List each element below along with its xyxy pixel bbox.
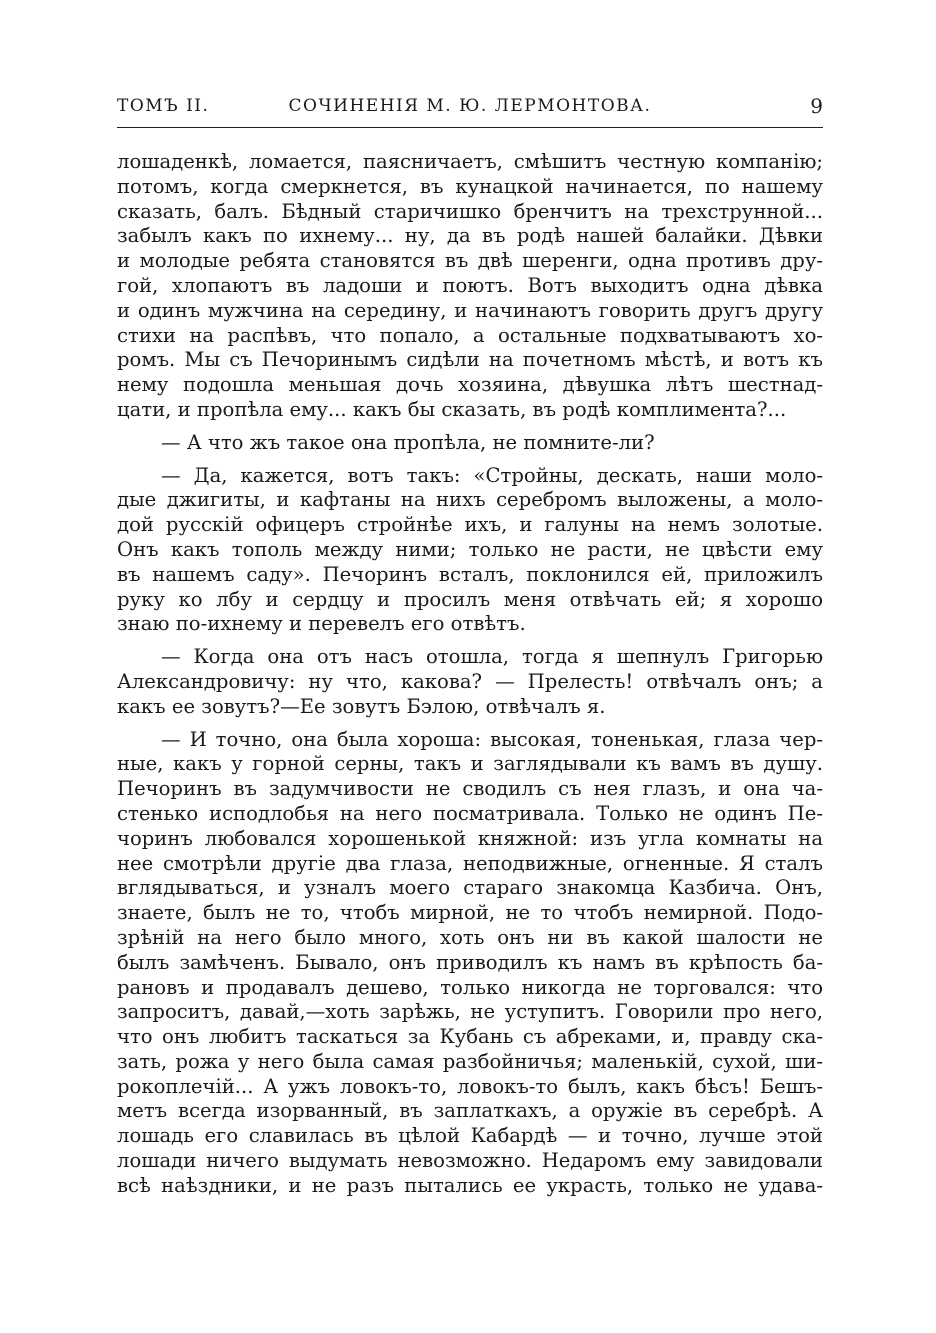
text-line: былъ замѣченъ. Бывало, онъ приводилъ къ намъ въ крѣпость ба- <box>117 950 823 974</box>
paragraph <box>117 464 823 638</box>
text-line: лошаденкѣ, ломается, паясничаетъ, смѣшитъ честную компанію; <box>117 150 823 173</box>
text-line: — И точно, она была хороша: высокая, тоненькая, глаза чер- <box>161 727 823 751</box>
text-line: рокоплечій... А ужъ ловокъ-то, ловокъ-то былъ, какъ бѣсъ! Бешъ- <box>117 1074 823 1098</box>
text-line: всѣ наѣздники, и не разъ пытались ее украсть, только не удава- <box>117 1173 823 1197</box>
paragraph <box>117 728 823 1199</box>
text-line: стихи на распѣвъ, что попало, а остальные подхватываютъ хо- <box>117 323 823 347</box>
paragraph <box>117 645 823 719</box>
text-line: зрѣній на него было много, хоть онъ ни въ какой шалости не <box>117 925 823 949</box>
text-line: дые джигиты, и кафтаны на нихъ серебромъ выложены, а моло- <box>117 488 823 512</box>
text-line: цати, и пропѣла ему... какъ бы сказать, въ родѣ комплимента?... <box>117 397 787 421</box>
text-line: какъ ее зовутъ?—Ее зовутъ Бэлою, отвѣчалъ я. <box>117 694 606 718</box>
text-line: метъ всегда изорванный, въ заплаткахъ, а оружіе въ серебрѣ. А <box>117 1099 823 1123</box>
text-line: и молодые ребята становятся въ двѣ шеренги, одна противъ дру- <box>117 249 823 273</box>
running-title: СОЧИНЕНІЯ М. Ю. ЛЕРМОНТОВА. <box>288 96 652 116</box>
page-number: 9 <box>810 94 823 118</box>
text-line: Печоринъ въ задумчивости не сводилъ съ нея глазъ, и она ча- <box>117 777 823 801</box>
text-line: и одинъ мужчина на середину, и начинаютъ говорить другъ другу <box>117 298 823 322</box>
text-line: дой русскій офицеръ стройнѣе ихъ, и галуны на немъ золотые. <box>117 513 823 537</box>
running-header <box>117 96 823 122</box>
text-line: что онъ любитъ таскаться за Кубань съ абреками, и, правду ска- <box>117 1025 823 1049</box>
text-line: забылъ какъ по ихнему... ну, да въ родѣ нашей балайки. Дѣвки <box>117 224 823 248</box>
text-line: — А что жъ такое она пропѣла, не помните-ли? <box>161 430 655 454</box>
text-line: стенько исподлобья на него посматривала. Только не одинъ Пе- <box>117 801 823 825</box>
text-line: руку ко лбу и сердцу и просилъ меня отвѣчать ей; я хорошо <box>117 587 823 611</box>
text-line: лошадь его славилась въ цѣлой Кабардѣ — и точно, лучше этой <box>117 1124 823 1148</box>
text-line: знаете, былъ не то, чтобъ мирной, не то чтобъ немирной. Подо- <box>117 901 823 925</box>
text-line: зать, рожа у него была самая разбойничья; маленькій, сухой, ши- <box>117 1049 823 1073</box>
paragraph <box>117 150 823 423</box>
text-line: вглядываться, и узналъ моего стараго знакомца Казбича. Онъ, <box>117 876 823 900</box>
text-line: нее смотрѣли другіе два глаза, неподвижные, огненные. Я сталъ <box>117 851 823 875</box>
volume-label: ТОМЪ II. <box>117 96 210 116</box>
text-line: Онъ какъ тополь между ними; только не расти, не цвѣсти ему <box>117 537 823 561</box>
text-line: чоринъ любовался хорошенькой княжной: изъ угла комнаты на <box>117 826 823 850</box>
text-line: знаю по-ихнему и перевелъ его отвѣтъ. <box>117 612 526 636</box>
header-rule <box>117 127 823 128</box>
paragraph <box>117 431 823 456</box>
text-line: нему подошла меньшая дочь хозяина, дѣвушка лѣтъ шестнад- <box>117 373 823 397</box>
text-line: гой, хлопаютъ въ ладоши и поютъ. Вотъ выходитъ одна дѣвка <box>117 273 823 297</box>
text-line: лошади ничего выдумать невозможно. Недаромъ ему завидовали <box>117 1149 823 1173</box>
text-line: — Когда она отъ насъ отошла, тогда я шепнулъ Григорью <box>161 645 823 669</box>
text-line: ромъ. Мы съ Печоринымъ сидѣли на почетномъ мѣстѣ, и вотъ къ <box>117 348 823 372</box>
text-line: запроситъ, давай,—хоть зарѣжь, не уступитъ. Говорили про него, <box>117 1000 823 1024</box>
text-line: — Да, кажется, вотъ такъ: «Стройны, дескать, наши моло- <box>161 463 823 487</box>
text-line: ные, какъ у горной серны, такъ и заглядывали къ вамъ въ душу. <box>117 752 823 776</box>
text-line: Александровичу: ну что, какова? — Прелесть! отвѣчалъ онъ; а <box>117 669 823 693</box>
text-line: рановъ и продавалъ дешево, только никогда не торговался: что <box>117 975 823 999</box>
text-line: сказать, балъ. Бѣдный старичишко бренчитъ на трехструнной... <box>117 199 823 223</box>
text-line: въ нашемъ саду». Печоринъ всталъ, поклонился ей, приложилъ <box>117 562 823 586</box>
text-line: потомъ, когда смеркнется, въ кунацкой начинается, по нашему <box>117 174 823 198</box>
body-text <box>117 150 823 1207</box>
